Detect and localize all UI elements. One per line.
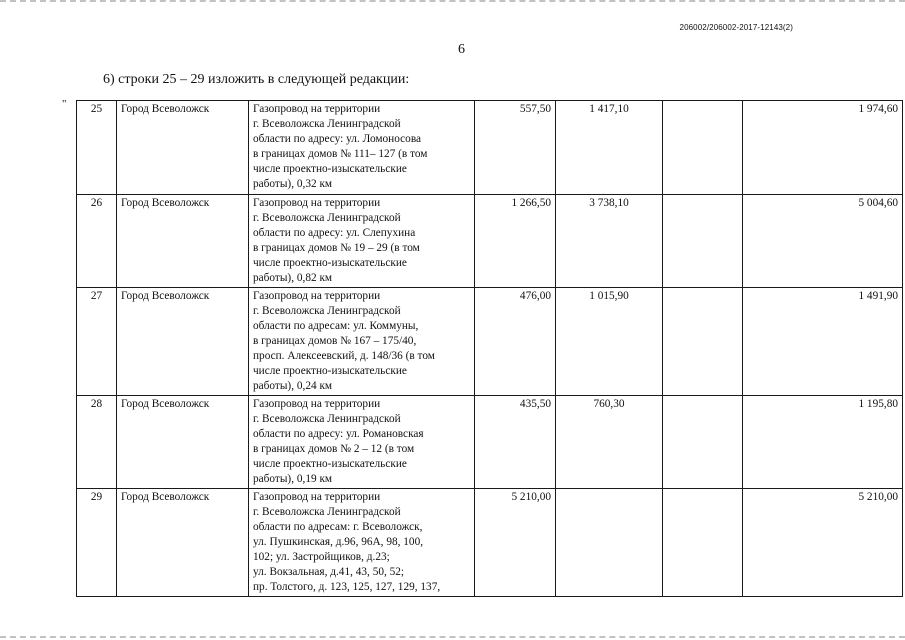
row-city: Город Всеволожск — [117, 396, 249, 489]
description-line: числе проектно-изыскательские — [253, 257, 407, 269]
row-value-3 — [663, 101, 743, 195]
description-line: Газопровод на территории — [253, 103, 381, 115]
row-value-2 — [556, 489, 663, 597]
row-value-2: 3 738,10 — [556, 195, 663, 288]
row-value-3 — [663, 489, 743, 597]
row-value-1: 476,00 — [475, 288, 556, 396]
row-city: Город Всеволожск — [117, 195, 249, 288]
row-value-1: 1 266,50 — [475, 195, 556, 288]
table-row — [77, 288, 903, 396]
row-description — [249, 195, 475, 288]
row-total: 1 491,90 — [743, 288, 903, 396]
description-line: области по адресам: г. Всеволожск, — [253, 521, 423, 533]
description-line: г. Всеволожска Ленинградской — [253, 413, 401, 425]
row-value-3 — [663, 288, 743, 396]
description-line: 102; ул. Застройщиков, д.23; — [253, 551, 390, 563]
row-total: 5 004,60 — [743, 195, 903, 288]
table-row — [77, 101, 903, 195]
row-value-2: 1 015,90 — [556, 288, 663, 396]
row-value-1: 557,50 — [475, 101, 556, 195]
scan-edge-bottom — [0, 636, 905, 640]
document-id: 206002/206002-2017-12143(2) — [679, 23, 793, 32]
description-line: в границах домов № 167 – 175/40, — [253, 335, 417, 347]
description-line: г. Всеволожска Ленинградской — [253, 305, 401, 317]
row-number: 27 — [77, 288, 117, 396]
description-line: ул. Пушкинская, д.96, 96А, 98, 100, — [253, 536, 424, 548]
amendment-intro: 6) строки 25 – 29 изложить в следующей редакции: — [103, 72, 410, 87]
description-line: Газопровод на территории — [253, 197, 381, 209]
table-row — [77, 195, 903, 288]
row-total: 1 974,60 — [743, 101, 903, 195]
description-line: пр. Толстого, д. 123, 125, 127, 129, 137, — [253, 581, 441, 593]
row-city: Город Всеволожск — [117, 288, 249, 396]
row-value-2: 1 417,10 — [556, 101, 663, 195]
amendment-table — [76, 100, 903, 597]
description-line: области по адресам: ул. Коммуны, — [253, 320, 419, 332]
row-value-3 — [663, 396, 743, 489]
row-total: 5 210,00 — [743, 489, 903, 597]
description-line: г. Всеволожска Ленинградской — [253, 506, 401, 518]
description-line: числе проектно-изыскательские — [253, 365, 407, 377]
table-row — [77, 489, 903, 597]
row-city: Город Всеволожск — [117, 489, 249, 597]
row-value-3 — [663, 195, 743, 288]
description-line: работы), 0,24 км — [253, 380, 333, 392]
description-line: числе проектно-изыскательские — [253, 163, 407, 175]
row-number: 25 — [77, 101, 117, 195]
description-line: работы), 0,19 км — [253, 473, 333, 485]
description-line: в границах домов № 111– 127 (в том — [253, 148, 428, 160]
table-body — [77, 101, 903, 597]
row-total: 1 195,80 — [743, 396, 903, 489]
description-line: области по адресу: ул. Ломоносова — [253, 133, 422, 145]
row-value-2: 760,30 — [556, 396, 663, 489]
row-description — [249, 288, 475, 396]
scan-edge-top — [0, 0, 905, 4]
table-row — [77, 396, 903, 489]
description-line: Газопровод на территории — [253, 491, 381, 503]
description-line: просп. Алексеевский, д. 148/36 (в том — [253, 350, 435, 362]
description-line: числе проектно-изыскательские — [253, 458, 407, 470]
row-value-1: 435,50 — [475, 396, 556, 489]
description-line: ул. Вокзальная, д.41, 43, 50, 52; — [253, 566, 405, 578]
description-line: Газопровод на территории — [253, 290, 381, 302]
row-number: 26 — [77, 195, 117, 288]
opening-quote-mark: " — [62, 98, 67, 110]
row-city: Город Всеволожск — [117, 101, 249, 195]
row-description — [249, 101, 475, 195]
description-line: области по адресу: ул. Романовская — [253, 428, 424, 440]
row-description — [249, 396, 475, 489]
description-line: в границах домов № 2 – 12 (в том — [253, 443, 415, 455]
description-line: в границах домов № 19 – 29 (в том — [253, 242, 420, 254]
description-line: области по адресу: ул. Слепухина — [253, 227, 416, 239]
description-line: Газопровод на территории — [253, 398, 381, 410]
row-number: 28 — [77, 396, 117, 489]
page-number: 6 — [458, 42, 465, 57]
description-line: г. Всеволожска Ленинградской — [253, 212, 401, 224]
description-line: работы), 0,82 км — [253, 272, 333, 284]
description-line: г. Всеволожска Ленинградской — [253, 118, 401, 130]
row-number: 29 — [77, 489, 117, 597]
description-line: работы), 0,32 км — [253, 178, 333, 190]
row-description — [249, 489, 475, 597]
row-value-1: 5 210,00 — [475, 489, 556, 597]
